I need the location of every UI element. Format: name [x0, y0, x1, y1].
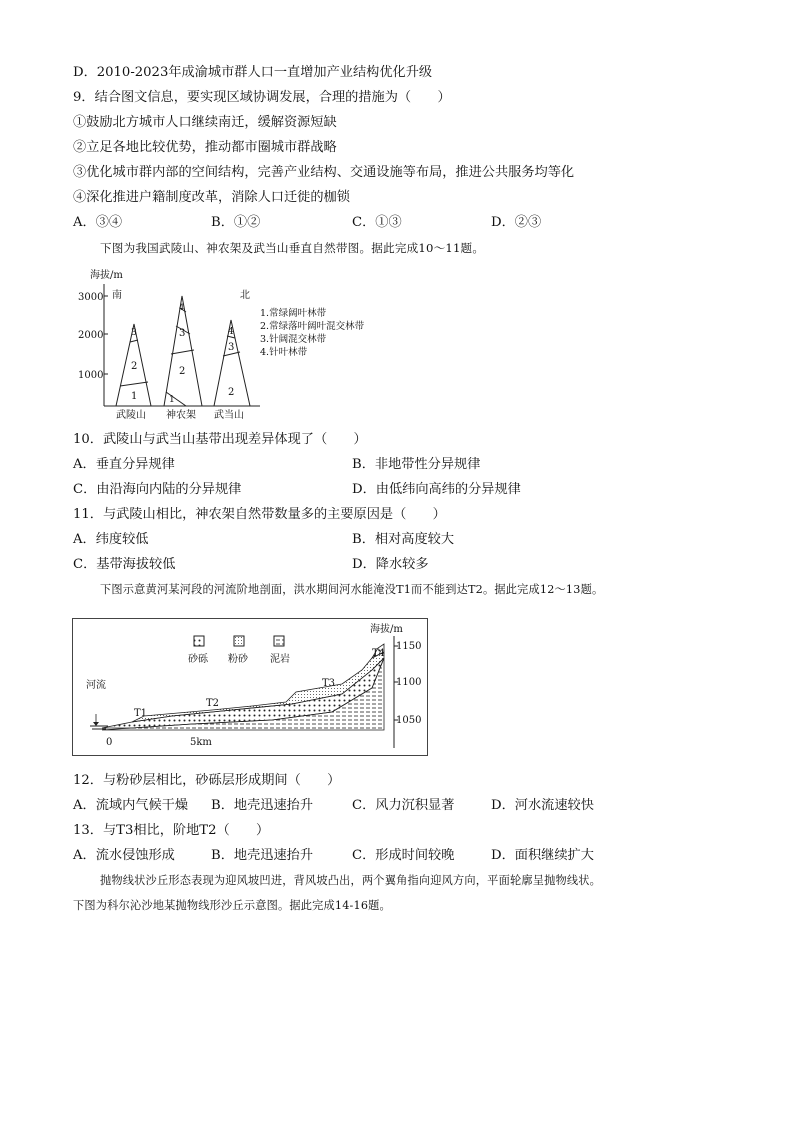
svg-text:3: 3	[179, 328, 186, 339]
fig1-south: 南	[112, 290, 122, 301]
fig1-north: 北	[240, 290, 250, 301]
svg-text:2: 2	[179, 366, 186, 377]
q11-option-d: D．降水较多	[352, 557, 429, 572]
intro-10-11: 下图为我国武陵山、神农架及武当山垂直自然带图。据此完成10～11题。	[100, 241, 485, 255]
intro-14-16-line1: 抛物线状沙丘形态表现为迎风坡凹进，背风坡凸出，两个翼角指向迎风方向，平面轮廓呈抛物线状。	[100, 874, 602, 887]
legend-silt-swatch	[234, 636, 244, 646]
fig1-legend-1: 1.常绿阔叶林带	[260, 308, 327, 319]
svg-text:4: 4	[179, 303, 185, 312]
q8-option-d: D．2010-2023年成渝城市群人口一直增加产业结构优化升级	[73, 65, 433, 80]
svg-text:1: 1	[131, 391, 138, 402]
fig2-tick-1150: 1150	[396, 641, 422, 652]
q11-stem: 11．与武陵山相比，神农架自然带数量多的主要原因是（ ）	[73, 507, 446, 522]
intro-14-16-line2: 下图为科尔沁沙地某抛物线形沙丘示意图。据此完成14-16题。	[73, 899, 391, 912]
legend-gravel: 砂砾	[188, 654, 208, 665]
q12-option-c: C．风力沉积显著	[352, 798, 455, 813]
intro-12-13: 下图示意黄河某河段的河流阶地剖面，洪水期间河水能淹没T1而不能到达T2。据此完成12～13题。	[100, 583, 604, 596]
q12-stem: 12．与粉砂层相比，砂砾层形成期间（ ）	[73, 773, 341, 788]
q10-stem: 10．武陵山与武当山基带出现差异体现了（ ）	[73, 432, 367, 447]
q9-stem: 9．结合图文信息，要实现区域协调发展，合理的措施为（ ）	[73, 90, 451, 105]
q9-option-c: C．①③	[352, 215, 402, 230]
legend-mudstone-swatch	[274, 636, 284, 646]
q12-option-b: B．地壳迅速抬升	[211, 798, 314, 813]
q12-option-a: A．流域内气候干燥	[73, 798, 189, 813]
q11-option-c: C．基带海拔较低	[73, 557, 176, 572]
legend-mudstone: 泥岩	[270, 654, 290, 665]
q13-stem: 13．与T3相比，阶地T2（ ）	[73, 823, 270, 838]
fig2-x0: 0	[106, 737, 113, 748]
label-wudangshan: 武当山	[214, 410, 244, 421]
fig2-x5km: 5km	[190, 737, 212, 748]
q13-option-b: B．地壳迅速抬升	[211, 848, 314, 863]
q13-option-a: A．流水侵蚀形成	[73, 848, 175, 863]
fig1-legend-2: 2.常绿落叶阔叶混交林带	[260, 321, 365, 332]
q9-option-a: A．③④	[73, 215, 123, 230]
q9-item-2: ②立足各地比较优势，推动都市圈城市群战略	[73, 140, 337, 155]
q13-option-c: C．形成时间较晚	[352, 848, 455, 863]
q10-option-b: B．非地带性分异规律	[352, 457, 481, 472]
fig1-legend-4: 4.针叶林带	[260, 347, 308, 358]
fig2-ylabel: 海拔/m	[370, 624, 403, 635]
fig2-tick-1050: 1050	[396, 715, 422, 726]
terrace-t4: T4	[372, 648, 386, 659]
q13-option-d: D．面积继续扩大	[491, 848, 594, 863]
label-wulingshan: 武陵山	[116, 410, 146, 421]
q10-option-d: D．由低纬向高纬的分异规律	[352, 482, 521, 497]
legend-silt: 粉砂	[228, 654, 248, 665]
fig1-legend-3: 3.针阔混交林带	[260, 334, 327, 345]
q9-item-4: ④深化推进户籍制度改革，消除人口迁徙的枷锁	[73, 190, 350, 205]
q9-item-1: ①鼓励北方城市人口继续南迁，缓解资源短缺	[73, 115, 337, 130]
terrace-t3: T3	[322, 678, 336, 689]
fig2-tick-1100: 1100	[396, 677, 422, 688]
terrace-t2: T2	[206, 698, 220, 709]
label-shennongjia: 神农架	[166, 410, 196, 421]
svg-text:3: 3	[228, 342, 235, 353]
river-terrace-figure	[72, 618, 428, 756]
svg-text:4: 4	[228, 327, 234, 337]
q10-option-c: C．由沿海向内陆的分异规律	[73, 482, 242, 497]
fig1-ylabel: 海拔/m	[90, 270, 123, 281]
svg-text:1: 1	[169, 395, 175, 405]
q9-item-3: ③优化城市群内部的空间结构，完善产业结构、交通设施等布局，推进公共服务均等化	[73, 165, 575, 180]
svg-text:2: 2	[131, 361, 138, 372]
fig1-tick-3000: 3000	[78, 292, 104, 303]
vertical-zone-figure	[70, 262, 380, 424]
terrace-t1: T1	[134, 708, 148, 719]
q9-option-d: D．②③	[491, 215, 542, 230]
q12-option-d: D．河水流速较快	[491, 798, 594, 813]
fig1-tick-2000: 2000	[78, 330, 104, 341]
fig2-river-label: 河流	[86, 680, 106, 691]
svg-text:3: 3	[131, 328, 137, 338]
svg-text:2: 2	[228, 387, 235, 398]
q10-option-a: A．垂直分异规律	[73, 457, 175, 472]
q11-option-a: A．纬度较低	[73, 532, 149, 547]
mountain-shennongjia	[164, 296, 202, 406]
q9-option-b: B．①②	[211, 215, 261, 230]
fig1-tick-1000: 1000	[78, 370, 104, 381]
q11-option-b: B．相对高度较大	[352, 532, 455, 547]
legend-gravel-swatch	[194, 636, 204, 646]
